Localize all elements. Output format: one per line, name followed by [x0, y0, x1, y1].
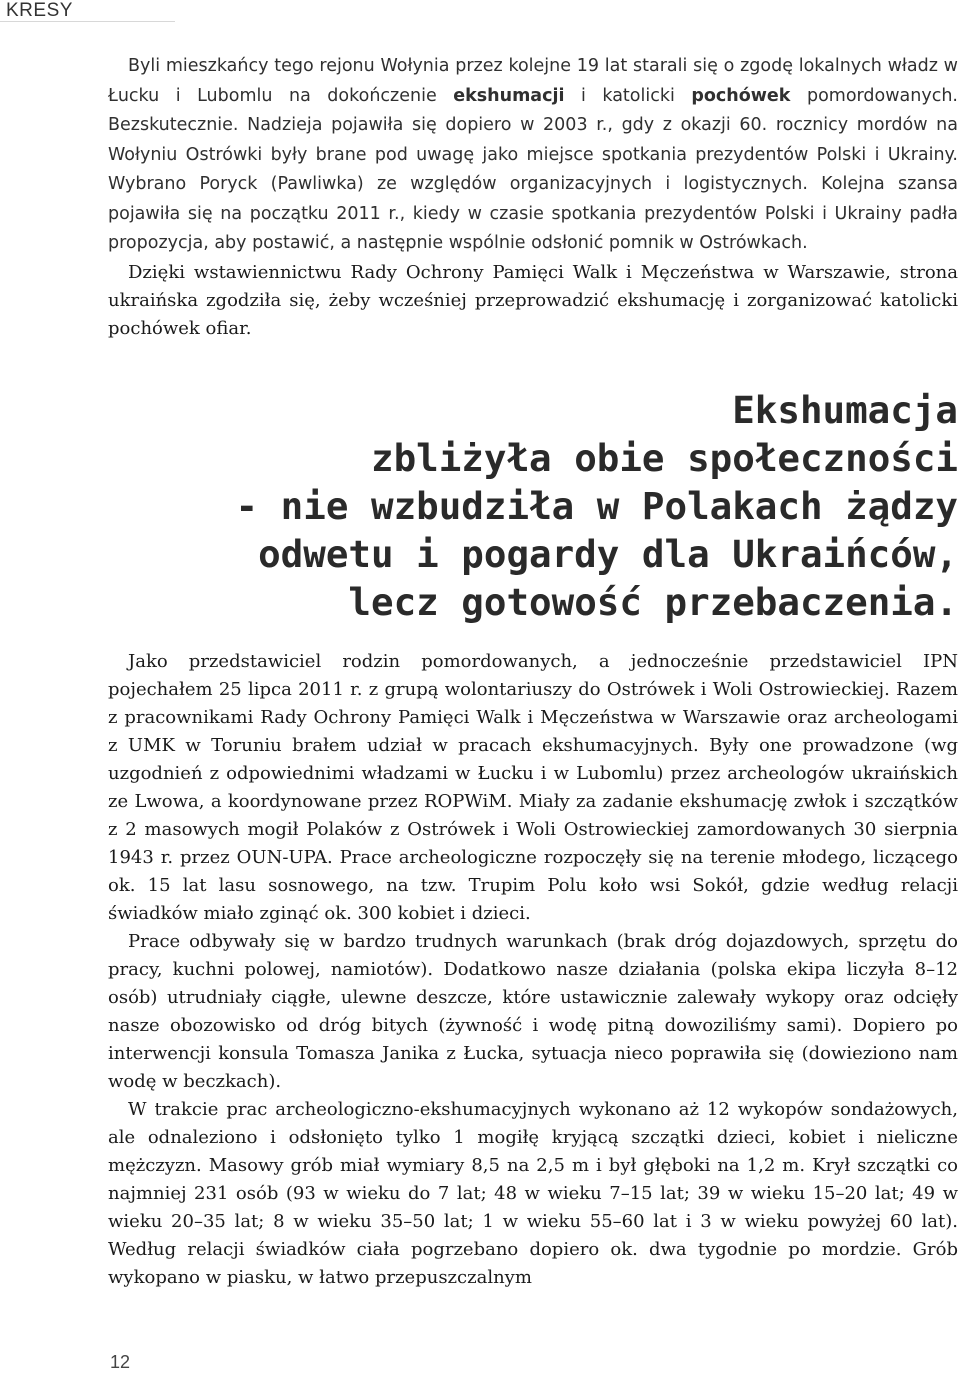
intro-text-3: pomordowanych. Bezskutecznie. Nadzieja pojawiła się dopiero w 2003 r., gdy z okazji 60. rocznicy mordów na Wołyniu Ostrówki były brane pod uwagę jako miejsce spotkania prezydentów Polski i Ukrainy. Wybrano Poryck (Pawliwka) ze względów organizacyjnych i logistycznych. Kolejna szansa pojawiła się na początku 2011 r., kiedy w czasie spotkania prezydentów Polski i Ukrainy padła propozycja, aby postawić, a następnie wspólnie odsłonić pomnik w Ostrówkach.: [108, 85, 958, 253]
pull-quote-line-4: odwetu i pogardy dla Ukraińców,: [258, 532, 958, 576]
pull-quote-line-5: lecz gotowość przebaczenia.: [348, 580, 958, 624]
intro-bold-ekshumacji: ekshumacji: [453, 85, 565, 106]
intro-paragraph: [108, 52, 958, 259]
pull-quote-line-2: zbliżyła obie społeczności: [371, 436, 958, 480]
paragraph-4: Prace odbywały się w bardzo trudnych warunkach (brak dróg dojazdowych, sprzętu do pracy, kuchni polowej, namiotów). Dodatkowo nasze działania (polska ekipa liczyła 8–12 osób) utrudniały ciągłe, ulewne deszcze, które ustawicznie zalewały wykopy oraz odcięły nasze obozowisko od dróg bitych (żywność i wodę pitną dowoziliśmy sami). Dopiero po interwencji konsula Tomasza Janika z Łucka, sytuacja nieco poprawiła się (dowieziono nam wodę w beczkach).: [108, 931, 958, 1092]
pull-quote: [190, 386, 958, 626]
pull-quote-line-1: Ekshumacja: [732, 388, 958, 432]
article-bottom-block: [108, 648, 958, 1292]
intro-bold-pochowek: pochówek: [691, 85, 791, 106]
pull-quote-line-3: - nie wzbudziła w Polakach żądzy: [235, 484, 958, 528]
intro-text-2: i katolicki: [564, 85, 692, 106]
intro-text-1: Byli mieszkańcy tego rejonu Wołynia przez kolejne 19 lat starali się o zgodę lokalnych władz w Łucku i Lubomlu na dokończenie: [108, 56, 958, 106]
page-number: 12: [110, 1352, 131, 1372]
paragraph-3: Jako przedstawiciel rodzin pomordowanych, a jednocześnie przedstawiciel IPN pojechałem 25 lipca 2011 r. z grupą wolontariuszy do Ostrówek i Woli Ostrowieckiej. Razem z pracownikami Rady Ochrony Pamięci Walk i Męczeństwa w Warszawie oraz archeologami z UMK w Toruniu brałem udział w pracach ekshumacyjnych. Były one prowadzone (wg uzgodnień z odpowiednimi władzami w Łucku i w Lubomlu) przez archeologów ukraińskich ze Lwowa, a koordynowane przez ROPWiM. Miały za zadanie ekshumację zwłok i szczątków z 2 masowych mogił Polaków z Ostrówek i Woli Ostrowieckiej zamordowanych 30 sierpnia 1943 r. przez OUN-UPA. Prace archeologiczne rozpoczęły się na terenie młodego, liczącego ok. 15 lat lasu sosnowego, na tzw. Trupim Polu koło wsi Sokół, gdzie według relacji świadków miało zginąć ok. 300 kobiet i dzieci.: [108, 651, 958, 924]
paragraph-2: Dzięki wstawiennictwu Rady Ochrony Pamięci Walk i Męczeństwa w Warszawie, strona ukraińska zgodziła się, żeby wcześniej przeprowadzić ekshumację i zorganizować katolicki pochówek ofiar.: [108, 261, 958, 339]
article-top-block: [108, 52, 958, 343]
paragraph-5: W trakcie prac archeologiczno-ekshumacyjnych wykonano aż 12 wykopów sondażowych, ale odnaleziono i odsłonięto tylko 1 mogiłę kryjącą szczątki dzieci, kobiet i nieliczne mężczyzn. Masowy grób miał wymiary 8,5 na 2,5 m i był głęboki na 1,2 m. Krył szczątki co najmniej 231 osób (93 w wieku do 7 lat; 48 w wieku 7–15 lat; 39 w wieku 15–20 lat; 49 w wieku 20–35 lat; 8 w wieku 35–50 lat; 1 w wieku 55–60 lat i 3 w wieku powyżej 60 lat). Według relacji świadków ciała pogrzebano dopiero ok. dwa tygodnie po mordzie. Grób wykopano w piasku, w łatwo przepuszczalnym: [108, 1099, 958, 1288]
section-label: KRESY: [0, 0, 175, 22]
